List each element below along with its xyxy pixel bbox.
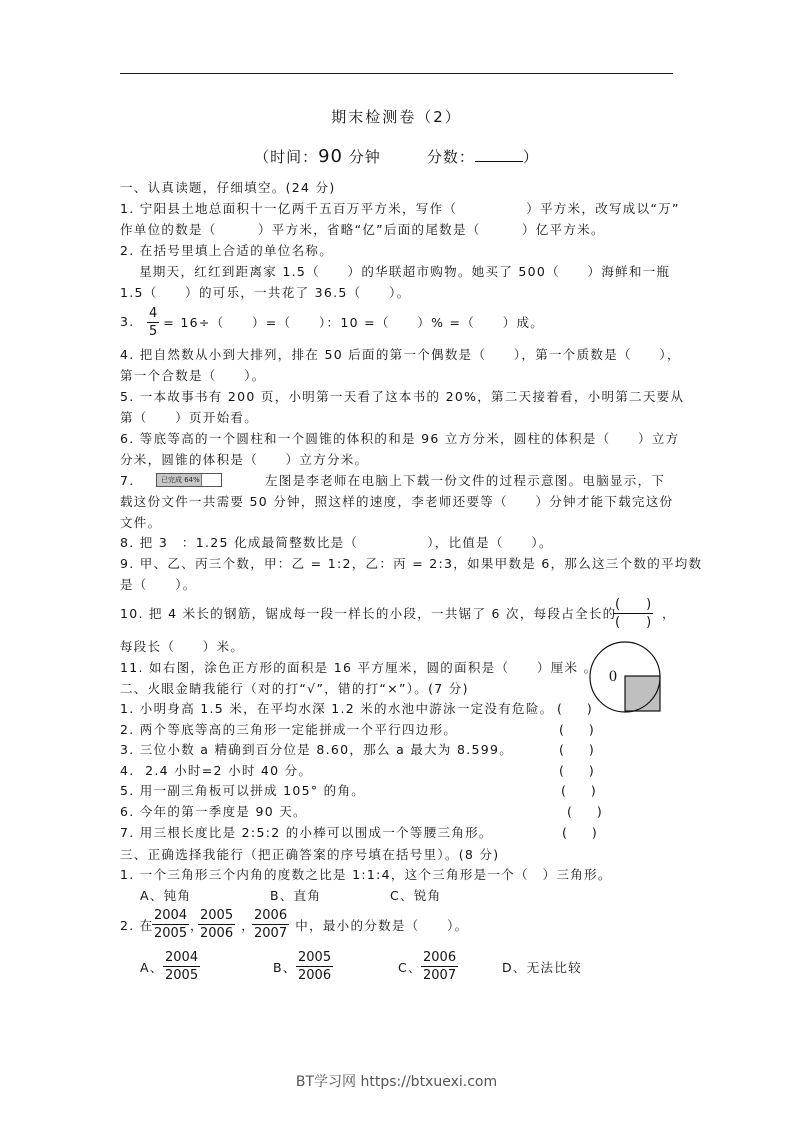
q2-line1: 2. 在括号里填上合适的单位名称。 bbox=[120, 243, 334, 258]
denominator: 2005 bbox=[154, 926, 188, 941]
numerator: 2006 bbox=[254, 908, 288, 923]
mc-q2-option-b-fraction[interactable] bbox=[296, 949, 333, 984]
q3-prefix: 3. bbox=[120, 314, 146, 329]
q1-line1: 1. 宁阳县土地总面积十一亿两千五百万平方米，写作（ ）平方米，改写成以“万” bbox=[120, 201, 680, 216]
mc-q1-option-a[interactable]: A、钝角 bbox=[140, 888, 192, 903]
mc-q2-option-c-fraction[interactable] bbox=[421, 949, 458, 984]
mc-q2-fraction-3 bbox=[252, 907, 289, 942]
tf-answer-5[interactable]: ( ) bbox=[561, 783, 596, 798]
mc-q2-suffix: 中，最小的分数是（ ）。 bbox=[290, 918, 469, 933]
mc-q2-sep2: ， bbox=[236, 918, 256, 933]
q6-line1: 6. 等底等高的一个圆柱和一个圆锥的体积的和是 96 立方分米，圆柱的体积是（ ）立方 bbox=[120, 431, 680, 446]
denominator: 2006 bbox=[200, 926, 234, 941]
q7-line2: 载这份文件一共需要 50 分钟，照这样的速度，李老师还要等（ ）分钟才能下载完这份 bbox=[120, 494, 674, 509]
mc-q2-sep1: ， bbox=[190, 918, 204, 933]
numerator: 2004 bbox=[154, 908, 188, 923]
mc-q2-option-b-label[interactable]: B、 bbox=[273, 960, 297, 975]
exam-time: 90 bbox=[318, 146, 343, 167]
mc-q2-fraction-2 bbox=[198, 907, 235, 942]
mc-q2-prefix: 2. 在 bbox=[120, 918, 154, 933]
tf-item-5: 5. 用一副三角板可以拼成 105° 的角。 bbox=[120, 783, 366, 798]
q10-denominator-blank: ( ) bbox=[615, 615, 652, 630]
mc-q2-option-a-label[interactable]: A、 bbox=[140, 960, 164, 975]
tf-item-3: 3. 三位小数 a 精确到百分位是 8.60，那么 a 最大为 8.599。 bbox=[120, 742, 514, 757]
mc-q1-option-b[interactable]: B、直角 bbox=[270, 888, 322, 903]
q3-denominator: 5 bbox=[149, 324, 158, 339]
circle-square-figure bbox=[588, 640, 664, 716]
q5-line1: 5. 一本故事书有 200 页，小明第一天看了这本书的 20%，第二天接着看，小明第二天要从 bbox=[120, 389, 685, 404]
q3-rest: = 16÷（ ）=（ ）：10 =（ ）% =（ ）成。 bbox=[158, 315, 545, 330]
q5-line2: 第（ ）页开始看。 bbox=[120, 410, 259, 425]
progress-label: 已完成 64% bbox=[161, 476, 200, 484]
q7-line3: 文件。 bbox=[120, 515, 162, 530]
score-blank[interactable] bbox=[475, 147, 523, 162]
q10-line1: 10. 把 4 米长的钢筋，锯成每一段一样长的小段，一共锯了 6 次，每段占全长的 bbox=[120, 606, 617, 621]
tf-item-2: 2. 两个等底等高的三角形一定能拼成一个平行四边形。 bbox=[120, 722, 458, 737]
mc-q2-option-c-label[interactable]: C、 bbox=[398, 960, 422, 975]
q6-line2: 分米，圆锥的体积是（ ）立方分米。 bbox=[120, 452, 369, 467]
q10-line2: 每段长（ ）米。 bbox=[120, 639, 245, 654]
q4-line2: 第一个合数是（ ）。 bbox=[120, 368, 266, 383]
denominator: 2006 bbox=[298, 968, 332, 983]
tf-item-6: 6. 今年的第一季度是 90 天。 bbox=[120, 804, 307, 819]
q11-line: 11. 如右图，涂色正方形的面积是 16 平方厘米，圆的面积是（ ）厘米 。 bbox=[120, 660, 598, 675]
download-progress-bar bbox=[156, 473, 222, 487]
tf-item-1: 1. 小明身高 1.5 米，在平均水深 1.2 米的水池中游泳一定没有危险。 bbox=[120, 701, 554, 716]
subtitle-unit: 分钟 分数： bbox=[342, 148, 475, 166]
mc-q2-option-d[interactable]: D、无法比较 bbox=[502, 960, 582, 975]
subtitle-prefix: （时间： bbox=[254, 148, 319, 166]
q3-line bbox=[120, 312, 145, 332]
q3-numerator: 4 bbox=[149, 306, 158, 321]
page-title: 期末检测卷（2） bbox=[331, 108, 462, 126]
denominator: 2007 bbox=[254, 926, 288, 941]
mc-q2-option-a-fraction[interactable] bbox=[163, 949, 200, 984]
q9-line1: 9. 甲、乙、丙三个数，甲：乙 = 1:2，乙：丙 = 2:3，如果甲数是 6，那么这三个数的平均数 bbox=[120, 556, 703, 571]
q2-line2: 星期天，红红到距离家 1.5（ ）的华联超市购物。她买了 500（ ）海鲜和一瓶 bbox=[120, 264, 671, 279]
tf-answer-2[interactable]: ( ) bbox=[559, 722, 594, 737]
q1-line2: 作单位的数是（ ）平方米，省略“亿”后面的尾数是（ ）亿平方米。 bbox=[120, 222, 605, 237]
numerator: 2006 bbox=[423, 950, 457, 965]
subtitle-suffix: ） bbox=[522, 148, 539, 166]
exam-subtitle bbox=[0, 146, 793, 167]
q7-line1: 左图是李老师在电脑上下载一份文件的过程示意图。电脑显示，下 bbox=[265, 473, 666, 488]
q7-number: 7. bbox=[120, 473, 135, 488]
tf-answer-3[interactable]: ( ) bbox=[559, 742, 594, 757]
tf-answer-4[interactable]: ( ) bbox=[559, 763, 594, 778]
footer-watermark: BT学习网 https://btxuexi.com bbox=[295, 1074, 498, 1090]
mc-q2-fraction-1 bbox=[152, 907, 189, 942]
q2-line3: 1.5（ ）的可乐，一共花了 36.5（ ）。 bbox=[120, 285, 411, 300]
tf-answer-7[interactable]: ( ) bbox=[562, 825, 597, 840]
section1-heading: 一、认真读题，仔细填空。(24 分) bbox=[120, 180, 336, 195]
q8-line: 8. 把 3 ：1.25 化成最简整数比是（ ），比值是（ ）。 bbox=[120, 535, 553, 550]
denominator: 2005 bbox=[165, 968, 199, 983]
q10-comma: ， bbox=[662, 606, 676, 621]
q9-line2: 是（ ）。 bbox=[120, 577, 197, 592]
numerator: 2004 bbox=[165, 950, 199, 965]
circle-center-label: 0 bbox=[609, 668, 617, 685]
q10-numerator-blank: ( ) bbox=[615, 597, 652, 612]
denominator: 2007 bbox=[423, 968, 457, 983]
section3-heading: 三、正确选择我能行（把正确答案的序号填在括号里）。(8 分) bbox=[120, 847, 500, 862]
tf-answer-1[interactable]: ( ) bbox=[557, 701, 592, 716]
mc-q1: 1. 一个三角形三个内角的度数之比是 1:1:4，这个三角形是一个（ ）三角形。 bbox=[120, 867, 612, 882]
mc-q1-option-c[interactable]: C、锐角 bbox=[390, 888, 442, 903]
q4-line1: 4. 把自然数从小到大排列，排在 50 后面的第一个偶数是（ ），第一个质数是（ ）， bbox=[120, 347, 681, 362]
numerator: 2005 bbox=[200, 908, 234, 923]
tf-answer-6[interactable]: ( ) bbox=[567, 804, 602, 819]
header-rule bbox=[120, 73, 673, 74]
section2-heading: 二、火眼金睛我能行（对的打“√”，错的打“×”）。(7 分) bbox=[120, 681, 469, 696]
tf-item-7: 7. 用三根长度比是 2:5:2 的小棒可以围成一个等腰三角形。 bbox=[120, 825, 493, 840]
q10-fraction bbox=[613, 596, 653, 631]
numerator: 2005 bbox=[298, 950, 332, 965]
tf-item-4: 4. 2.4 小时=2 小时 40 分。 bbox=[120, 763, 313, 778]
